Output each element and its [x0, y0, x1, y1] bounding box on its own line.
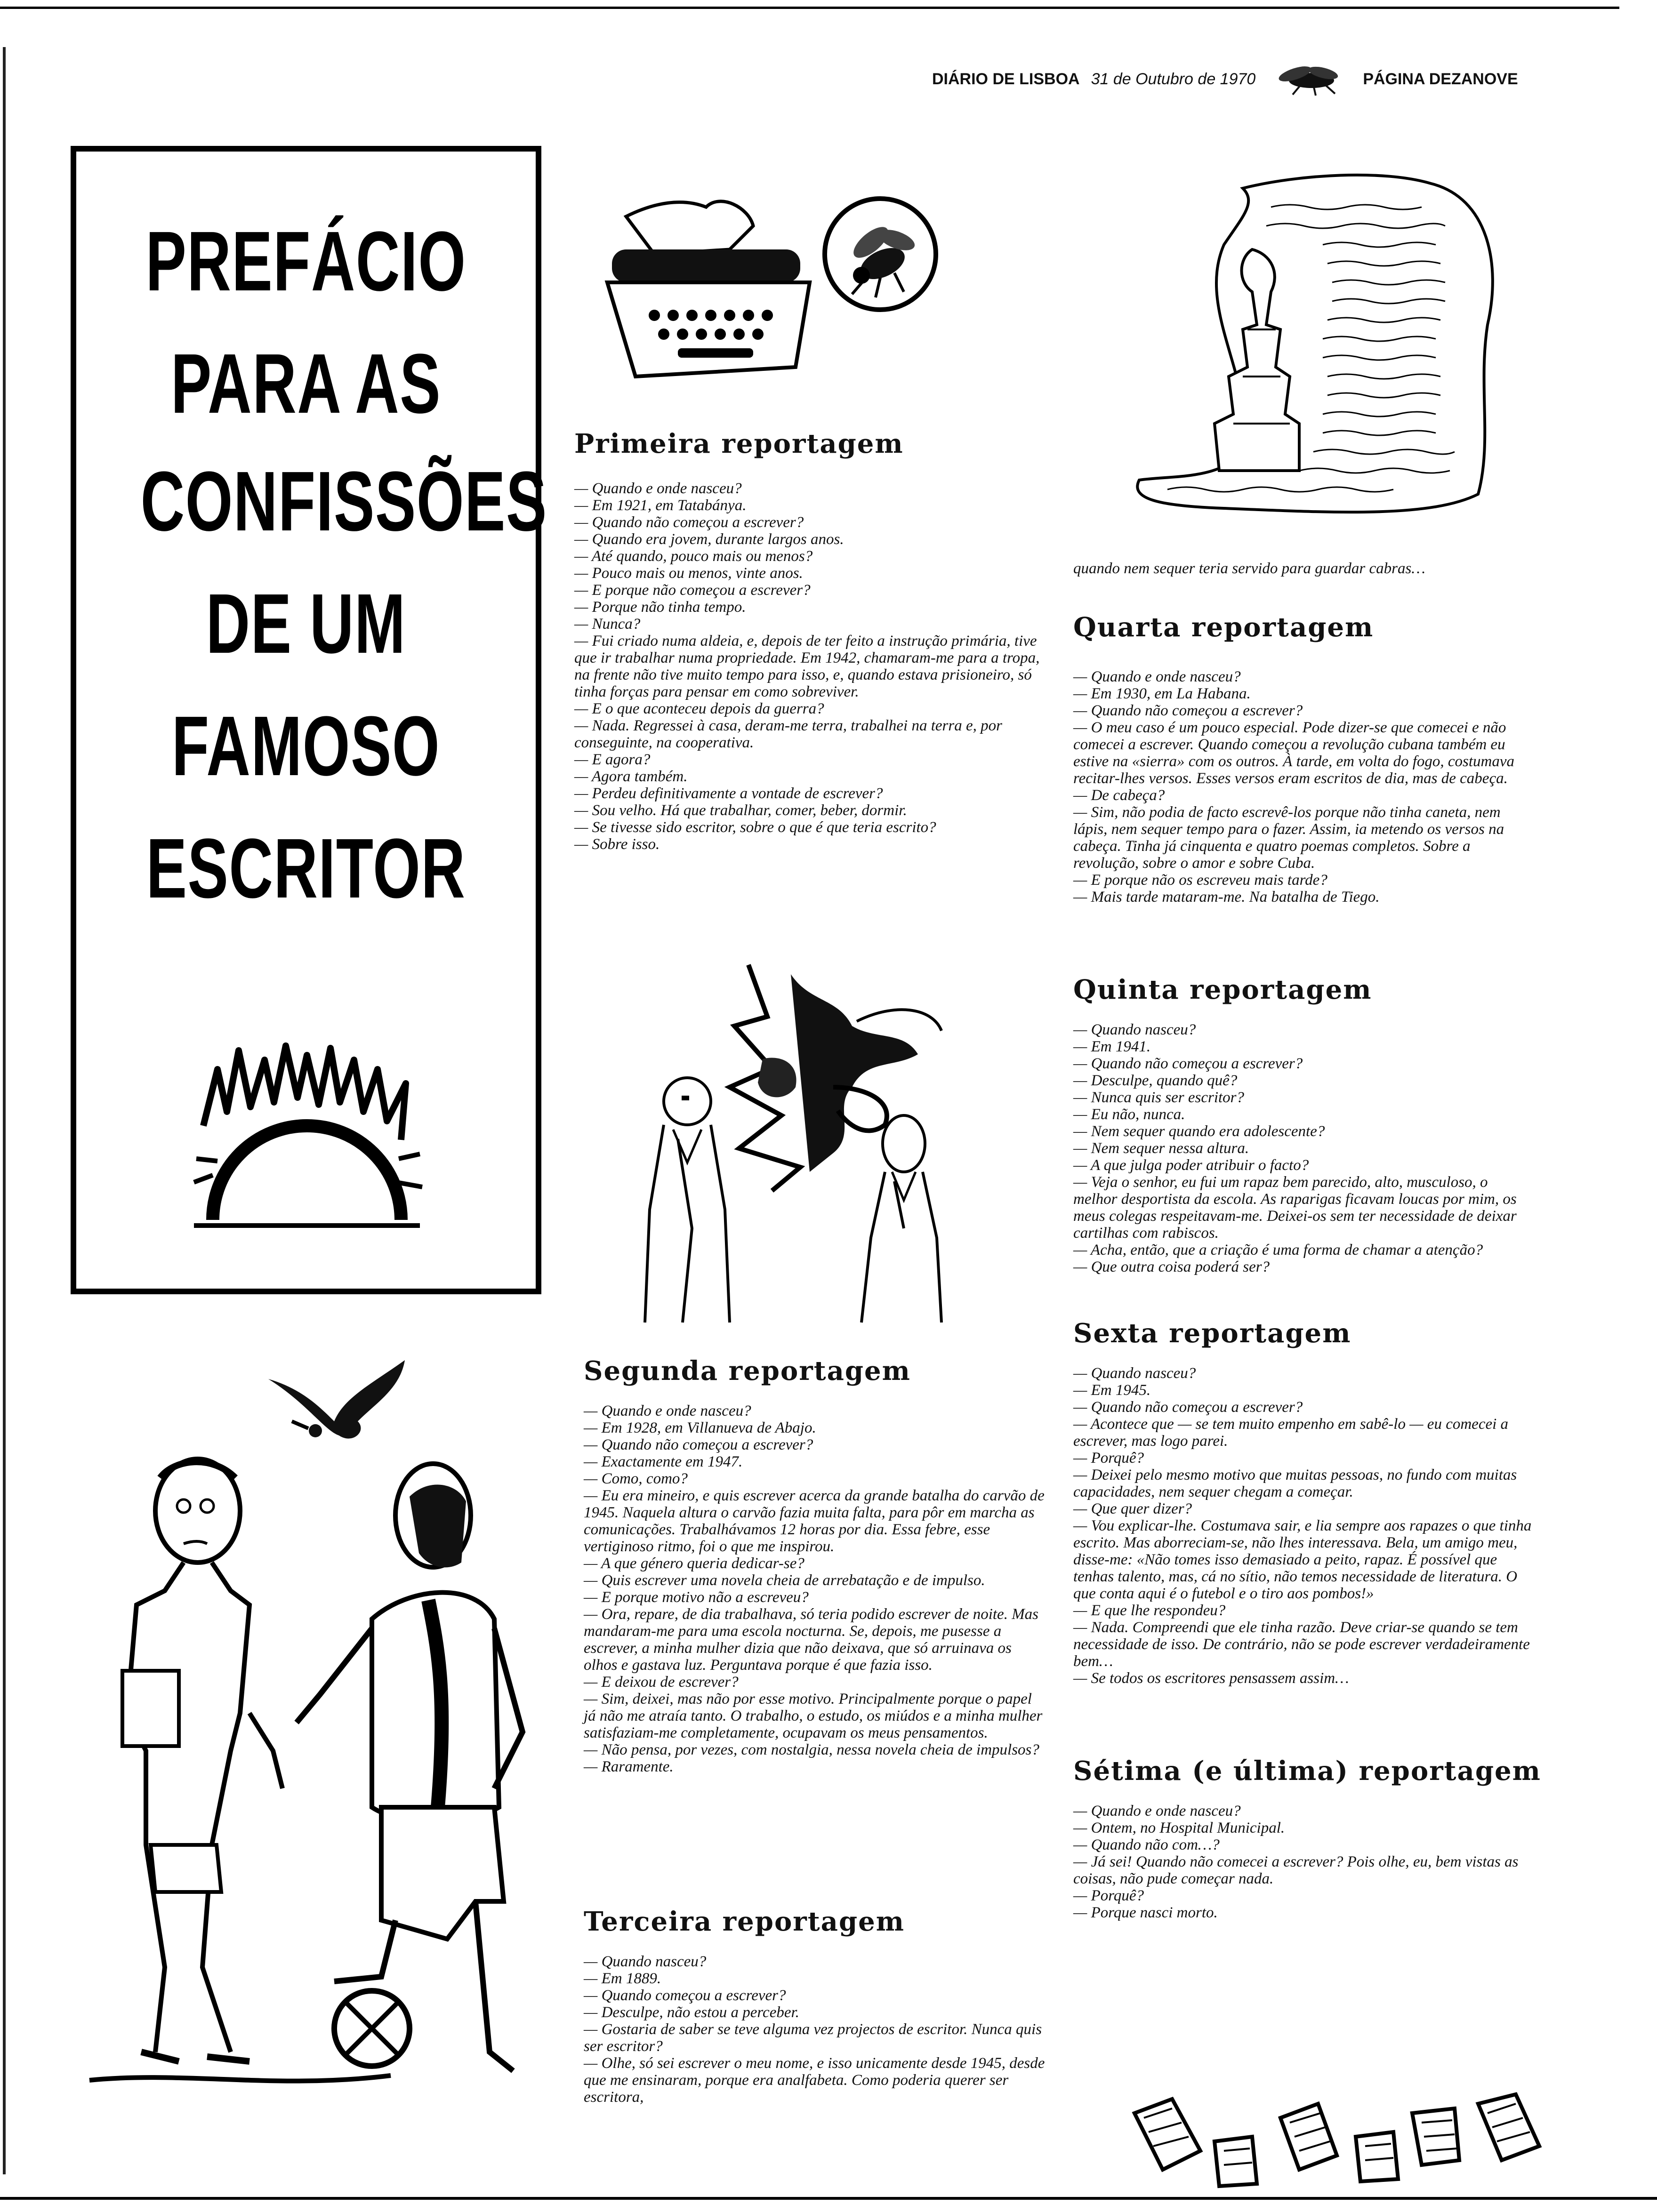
page-number: PÁGINA DEZANOVE [1363, 70, 1518, 88]
dialogue-line: — Porque não tinha tempo. [574, 599, 746, 616]
dialogue-line: — Quando e onde nasceu? [584, 1403, 751, 1419]
terceira-continuation: quando nem sequer teria servido para guardar cabras… [1073, 560, 1425, 577]
paper-name: DIÁRIO DE LISBOA [932, 70, 1080, 88]
dialogue-line: — Se tivesse sido escritor, sobre o que é que teria escrito? [574, 819, 936, 836]
dialogue-line: — Perdeu definitivamente a vontade de escrever? [574, 785, 883, 802]
section-title-quinta: Quinta reportagem [1073, 974, 1372, 1005]
dialogue-line: — Se todos os escritores pensassem assim… [1073, 1670, 1349, 1687]
dialogue-line: — Quando não começou a escrever? [574, 514, 804, 531]
dialogue-line: — Já sei! Quando não comecei a escrever? Pois olhe, eu, bem vistas as coisas, não pude começar nada. [1073, 1853, 1519, 1887]
dialogue-line: — Eu não, nunca. [1073, 1106, 1185, 1123]
sun-icon [185, 1041, 429, 1239]
dialogue-line: — Acontece que — se tem muito empenho em sabê-lo — eu comecei a escrever, mas logo parei. [1073, 1416, 1509, 1450]
dialogue-line: — Pouco mais ou menos, vinte anos. [574, 565, 803, 582]
dialogue-line: — Nunca quis ser escritor? [1073, 1089, 1244, 1106]
dialogue-line: — E porque não começou a escrever? [574, 582, 811, 599]
dialogue-line: — Quando e onde nasceu? [1073, 668, 1241, 685]
dialogue-line: — Quando não começou a escrever? [1073, 1399, 1303, 1416]
dialogue-line: — E porque não os escreveu mais tarde? [1073, 872, 1327, 889]
dialogue-line: — Acha, então, que a criação é uma forma de chamar a atenção? [1073, 1242, 1483, 1258]
dialogue-line: — Porque nasci morto. [1073, 1904, 1218, 1921]
dialogue-line: — Vou explicar-lhe. Costumava sair, e lia sempre aos rapazes o que tinha escrito. Mas aborreciam-se, não lhes interessava. Bela, um amigo meu, disse-me: «Não tomes isso demasiado a peito, rapaz. É possível que tenhas talento, mas, cá no sítio, não temos necessidade de literatura. O que conta aqui é o futebol e o tiro aos pombos!» [1073, 1517, 1532, 1602]
dialogue-line: — Porquê? [1073, 1887, 1144, 1904]
dialogue-line: — Nunca? [574, 616, 641, 633]
dialogue-line: — Nem sequer nessa altura. [1073, 1140, 1249, 1157]
dialogue-line: — Nada. Regressei à casa, deram-me terra, trabalhei na terra e, por conseguinte, na cooperativa. [574, 717, 1002, 751]
dialogue-line: — Que outra coisa poderá ser? [1073, 1258, 1270, 1275]
section-primeira-dialogue [574, 480, 1040, 853]
dialogue-line: — Olhe, só sei escrever o meu nome, e isso unicamente desde 1945, desde que me ensinaram, porque era analfabeta. Como poderia querer ser escritora, [584, 2055, 1045, 2106]
dialogue-line: — Quando não começou a escrever? [1073, 702, 1303, 719]
dialogue-line: — A que julga poder atribuir o facto? [1073, 1157, 1309, 1174]
section-title-setima: Sétima (e última) reportagem [1073, 1755, 1541, 1787]
title-line-2: PARA AS [170, 337, 442, 431]
dialogue-line: — Agora também. [574, 768, 688, 785]
dialogue-line: — Raramente. [584, 1758, 674, 1775]
typewriter-icon [598, 198, 819, 386]
dialogue-line: — Quando não começou a escrever? [1073, 1055, 1303, 1072]
dialogue-line: — Nada. Compreendi que ele tinha razão. Deve criar-se quando se tem necessidade de isso. De contrário, não se pode escrever verdadeiramente bem… [1073, 1619, 1530, 1670]
footballer-icon [89, 1450, 551, 2090]
dialogue-line: — Quis escrever uma novela cheia de arrebatação e de impulso. [584, 1572, 985, 1589]
dialogue-line: — A que género queria dedicar-se? [584, 1555, 804, 1572]
dialogue-line: — E que lhe respondeu? [1073, 1602, 1226, 1619]
dialogue-line: — Não pensa, por vezes, com nostalgia, nessa novela cheia de impulsos? [584, 1741, 1039, 1758]
dialogue-line: — Que quer dizer? [1073, 1500, 1192, 1517]
section-title-terceira: Terceira reportagem [584, 1906, 905, 1937]
books-icon [1130, 2085, 1553, 2193]
title-line-5: FAMOSO [171, 699, 441, 793]
dialogue-line: — O meu caso é um pouco especial. Pode dizer-se que comecei e não comecei a escrever. Quando começou a revolução cubana também eu estive na «sierra» com os outros. À tarde, em volta do fogo, costumava recitar-lhes versos. Esses versos eram escritos de dia, mas de cabeça. [1073, 719, 1515, 787]
dialogue-line: — Exactamente em 1947. [584, 1453, 743, 1470]
dialogue-line: — Quando e onde nasceu? [574, 480, 742, 497]
manuscript-icon [1102, 169, 1506, 522]
section-quinta-dialogue [1073, 1021, 1535, 1275]
dialogue-line: — Quando nasceu? [1073, 1021, 1196, 1038]
section-title-primeira: Primeira reportagem [574, 428, 904, 459]
dialogue-line: — Veja o senhor, eu fui um rapaz bem parecido, alto, musculoso, o melhor desportista da escola. As raparigas ficavam loucas por mim, os meus colegas respeitavam-me. Deixei-os sem ter necessidade de deixar cartilhas com rabiscos. [1073, 1174, 1517, 1242]
section-title-segunda: Segunda reportagem [584, 1355, 911, 1387]
fly-icon [819, 193, 941, 315]
dialogue-line: — Em 1928, em Villanueva de Abajo. [584, 1419, 816, 1436]
bird-icon [264, 1351, 424, 1445]
section-quarta-dialogue [1073, 668, 1535, 906]
bottom-rule [0, 2197, 1657, 2200]
dialogue-line: — E o que aconteceu depois da guerra? [574, 700, 824, 717]
dialogue-line: — Sim, não podia de facto escrevê-los porque não tinha caneta, nem lápis, nem sequer tempo para o fazer. Assim, ia metendo os versos na cabeça. Tinha já cinquenta e quatro poemas completos. Sobre a revolução, sobre o amor e sobre Cuba. [1073, 804, 1504, 872]
dialogue-line: — Fui criado numa aldeia, e, depois de ter feito a instrução primária, tive que ir trabalhar numa propriedade. Em 1942, chamaram-me para a tropa, na frente não tive muito tempo para isso, e, quando estava prisioneiro, só tinha forças para pensar em como sobreviver. [574, 633, 1040, 700]
issue-date: 31 de Outubro de 1970 [1091, 70, 1256, 88]
title-line-3: CONFISSÕES [140, 454, 547, 549]
dialogue-line: — E porque motivo não a escreveu? [584, 1589, 809, 1606]
dialogue-line: — Quando não começou a escrever? [584, 1436, 813, 1453]
dialogue-line: — Desculpe, não estou a perceber. [584, 2004, 799, 2021]
left-rule [3, 47, 6, 2174]
dialogue-line: — Sim, deixei, mas não por esse motivo. Principalmente porque o papel já não me atraía tanto. O trabalho, o estudo, os miúdos e a minha mulher satisfaziam-me completamente, ocupavam os meus pensamentos. [584, 1691, 1043, 1741]
dialogue-line: — Porquê? [1073, 1450, 1144, 1467]
dialogue-line: — Quando era jovem, durante largos anos. [574, 531, 844, 548]
dialogue-line: — Ontem, no Hospital Municipal. [1073, 1819, 1285, 1836]
dialogue-line: — Nem sequer quando era adolescente? [1073, 1123, 1325, 1140]
top-rule [0, 7, 1619, 9]
dialogue-line: — Em 1921, em Tatabánya. [574, 497, 747, 514]
dialogue-line: — Quando nasceu? [584, 1953, 707, 1970]
section-sexta-dialogue [1073, 1365, 1535, 1687]
section-setima-dialogue [1073, 1803, 1535, 1921]
dialogue-line: — Ora, repare, de dia trabalhava, só teria podido escrever de noite. Mas mandaram-me para uma escola nocturna. Se, depois, me pusesse a escrever, a minha mulher dizia que não deixava, que só arruinava os olhos e gastava luz. Perguntava porque é que fazia isso. [584, 1606, 1039, 1674]
dialogue-line: — E agora? [574, 751, 651, 768]
dialogue-line: — Deixei pelo mesmo motivo que muitas pessoas, no fundo com muitas capacidades, nem sequer chegam a começar. [1073, 1467, 1517, 1500]
dialogue-line: — Gostaria de saber se teve alguma vez projectos de escritor. Nunca quis ser escritor? [584, 2021, 1042, 2055]
dialogue-line: — Em 1930, em La Habana. [1073, 685, 1251, 702]
dialogue-line: — E deixou de escrever? [584, 1674, 739, 1691]
page-header [932, 65, 1544, 93]
section-title-sexta: Sexta reportagem [1073, 1318, 1351, 1349]
fly-icon [1267, 63, 1351, 96]
conversation-icon [631, 946, 951, 1322]
title-box [71, 146, 547, 1294]
dialogue-line: — Quando não com…? [1073, 1836, 1220, 1853]
section-title-quarta: Quarta reportagem [1073, 612, 1374, 643]
section-terceira-dialogue [584, 1953, 1045, 2106]
dialogue-line: — Eu era mineiro, e quis escrever acerca da grande batalha do carvão de 1945. Naquela altura o carvão fazia muita falta, para pôr em marcha as comunicações. Trabalhávamos 12 horas por dia. Essa febre, esse vertiginoso ritmo, foi o que me inspirou. [584, 1487, 1045, 1555]
dialogue-line: — Sobre isso. [574, 836, 660, 853]
dialogue-line: — Em 1889. [584, 1970, 661, 1987]
title-line-1: PREFÁCIO [145, 214, 467, 309]
dialogue-line: — Como, como? [584, 1470, 688, 1487]
dialogue-line: — Sou velho. Há que trabalhar, comer, beber, dormir. [574, 802, 907, 819]
dialogue-line: — Quando começou a escrever? [584, 1987, 786, 2004]
dialogue-line: — Em 1941. [1073, 1038, 1151, 1055]
dialogue-line: — Até quando, pouco mais ou menos? [574, 548, 813, 565]
dialogue-line: — Em 1945. [1073, 1382, 1151, 1399]
dialogue-line: — Quando nasceu? [1073, 1365, 1196, 1382]
dialogue-line: — Mais tarde mataram-me. Na batalha de Tiego. [1073, 889, 1380, 906]
title-line-4: DE UM [206, 577, 406, 671]
dialogue-line: — Quando e onde nasceu? [1073, 1803, 1241, 1819]
title-line-6: ESCRITOR [146, 821, 466, 916]
section-segunda-dialogue [584, 1403, 1045, 1775]
dialogue-line: — De cabeça? [1073, 787, 1165, 804]
dialogue-line: — Desculpe, quando quê? [1073, 1072, 1238, 1089]
